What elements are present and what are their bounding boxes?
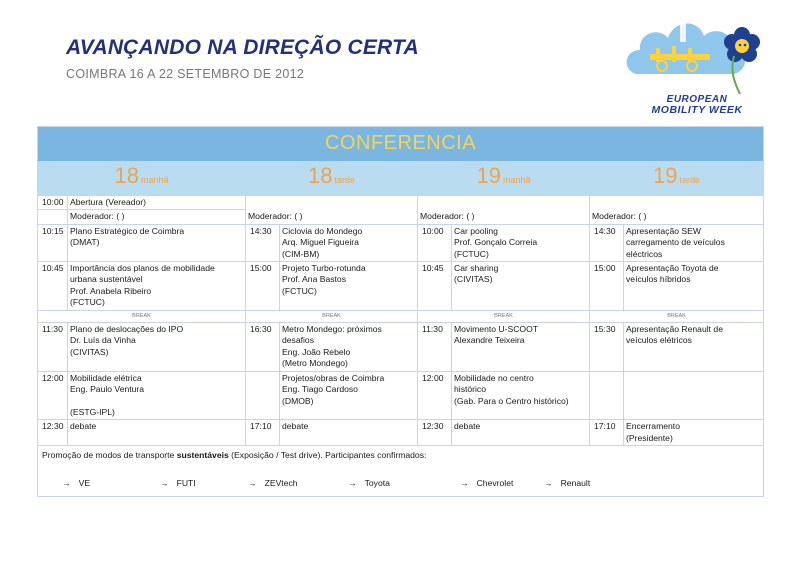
session-time: 10:45 [418, 262, 452, 311]
arrow-right-icon: → [160, 477, 169, 488]
session-title: Car pooling Prof. Gonçalo Correia (FCTUC) [452, 224, 590, 261]
session-time: 10:00 [38, 196, 68, 210]
logo-text [622, 94, 772, 116]
session-title: Apresentação SEW carregamento de veículos eléctricos [624, 224, 764, 261]
participant-item [248, 478, 298, 489]
session-time [246, 371, 280, 420]
session-title: debate [68, 420, 246, 446]
arrow-right-icon: → [62, 477, 71, 488]
break-label: BREAK [418, 310, 590, 322]
exhibition-text-end: (Exposição / Test drive). Participantes confirmados: [228, 450, 427, 461]
moderator-cell-19-afternoon: Moderador: ( ) [590, 196, 764, 225]
session-time: 12:30 [418, 420, 452, 446]
arrow-right-icon: → [544, 477, 553, 488]
logo-line-1: EUROPEAN [666, 94, 728, 105]
session-time: 12:30 [38, 420, 68, 446]
session-title: Metro Mondego: próximos desafios Eng. João Rebelo (Metro Mondego) [280, 323, 418, 372]
exhibition-note [38, 446, 764, 496]
moderator-cell-18-morning: Moderador: ( ) [68, 210, 246, 224]
page-subtitle: COIMBRA 16 A 22 SETEMBRO DE 2012 [66, 67, 305, 81]
session-title: Importância dos planos de mobilidade urbana sustentável Prof. Anabela Ribeiro (FCTUC) [68, 262, 246, 311]
session-time: 14:30 [246, 224, 280, 261]
break-label: BREAK [38, 310, 246, 322]
day-number: 19 [653, 163, 678, 189]
session-title: Abertura (Vereador) [68, 196, 246, 210]
page-title: AVANÇANDO NA DIREÇÃO CERTA [66, 36, 419, 59]
schedule-row [38, 224, 764, 261]
session-time: 16:30 [246, 323, 280, 372]
session-title: Apresentação Renault de veículos elétricos [624, 323, 764, 372]
session-time: 14:30 [590, 224, 624, 261]
day-number: 19 [476, 163, 501, 189]
arrow-right-icon: → [460, 477, 469, 488]
session-title: Ciclovia do Mondego Arq. Miguel Figueira (CIM-BM) [280, 224, 418, 261]
session-title: debate [280, 420, 418, 446]
schedule-row [38, 420, 764, 446]
exhibition-text-bold: sustentáveis [176, 450, 229, 461]
schedule-row [38, 371, 764, 420]
day-header-row [38, 162, 764, 196]
session-time: 12:00 [38, 371, 68, 420]
session-title: debate [452, 420, 590, 446]
logo-line-2: MOBILITY WEEK [651, 104, 743, 116]
session-title: Apresentação Toyota de veículos híbridos [624, 262, 764, 311]
conference-heading: CONFERENCIA [38, 127, 764, 162]
break-row [38, 310, 764, 322]
session-time: 17:10 [590, 420, 624, 446]
schedule-row [38, 262, 764, 311]
break-label: BREAK [246, 310, 418, 322]
session-time: 10:15 [38, 224, 68, 261]
day-header-19-morning [418, 162, 590, 196]
participant-name: VE [78, 477, 91, 488]
empty-time-cell [38, 210, 68, 224]
exhibition-text-start: Promoção de modos de transporte [42, 450, 177, 461]
arrow-right-icon: → [348, 477, 357, 488]
session-time: 15:30 [590, 323, 624, 372]
day-number: 18 [308, 163, 333, 189]
participant-item [160, 478, 196, 489]
participant-item [544, 478, 590, 489]
session-time: 11:30 [418, 323, 452, 372]
day-period: manhã [140, 175, 169, 186]
arrow-right-icon: → [248, 477, 257, 488]
participant-name: Renault [560, 477, 591, 488]
session-title: Encerramento (Presidente) [624, 420, 764, 446]
session-time: 15:00 [246, 262, 280, 311]
schedule-row [38, 323, 764, 372]
participant-item [460, 478, 513, 489]
participant-name: Chevrolet [476, 477, 514, 488]
conference-heading-row [38, 127, 764, 162]
cloud-flower-logo-icon [622, 8, 772, 98]
participant-list [42, 478, 759, 492]
session-time: 10:00 [418, 224, 452, 261]
session-title: Mobilidade elétrica Eng. Paulo Ventura (ESTG-IPL) [68, 371, 246, 420]
session-time: 12:00 [418, 371, 452, 420]
day-period: tarde [334, 175, 355, 186]
moderator-cell-18-afternoon: Moderador: ( ) [246, 196, 418, 225]
session-title: Projeto Turbo-rotunda Prof. Ana Bastos (FCTUC) [280, 262, 418, 311]
session-title: Car sharing (CIVITAS) [452, 262, 590, 311]
session-title [624, 371, 764, 420]
day-header-18-afternoon [246, 162, 418, 196]
participant-item [62, 478, 90, 489]
schedule-row-opening [38, 196, 764, 210]
break-label: BREAK [590, 310, 764, 322]
session-time [590, 371, 624, 420]
day-header-19-afternoon [590, 162, 764, 196]
participant-item [348, 478, 390, 489]
conference-schedule-table [37, 126, 764, 497]
session-title: Movimento U-SCOOT Alexandre Teixeira [452, 323, 590, 372]
day-number: 18 [114, 163, 139, 189]
session-title: Plano de deslocações do IPO Dr. Luís da Vinha (CIVITAS) [68, 323, 246, 372]
participant-name: ZEVtech [264, 477, 298, 488]
participant-name: FUTI [176, 477, 196, 488]
european-mobility-week-logo [622, 8, 772, 123]
session-time: 17:10 [246, 420, 280, 446]
session-title: Projetos/obras de Coimbra Eng. Tiago Cardoso (DMOB) [280, 371, 418, 420]
day-period: tarde [679, 175, 701, 186]
session-title: Plano Estratégico de Coimbra (DMAT) [68, 224, 246, 261]
session-time: 10:45 [38, 262, 68, 311]
footer-row [38, 446, 764, 496]
day-header-18-morning [38, 162, 246, 196]
participant-name: Toyota [364, 477, 390, 488]
day-period: manhã [502, 175, 531, 186]
moderator-cell-19-morning: Moderador: ( ) [418, 196, 590, 225]
session-title: Mobilidade no centro histórico (Gab. Para o Centro histórico) [452, 371, 590, 420]
session-time: 15:00 [590, 262, 624, 311]
session-time: 11:30 [38, 323, 68, 372]
